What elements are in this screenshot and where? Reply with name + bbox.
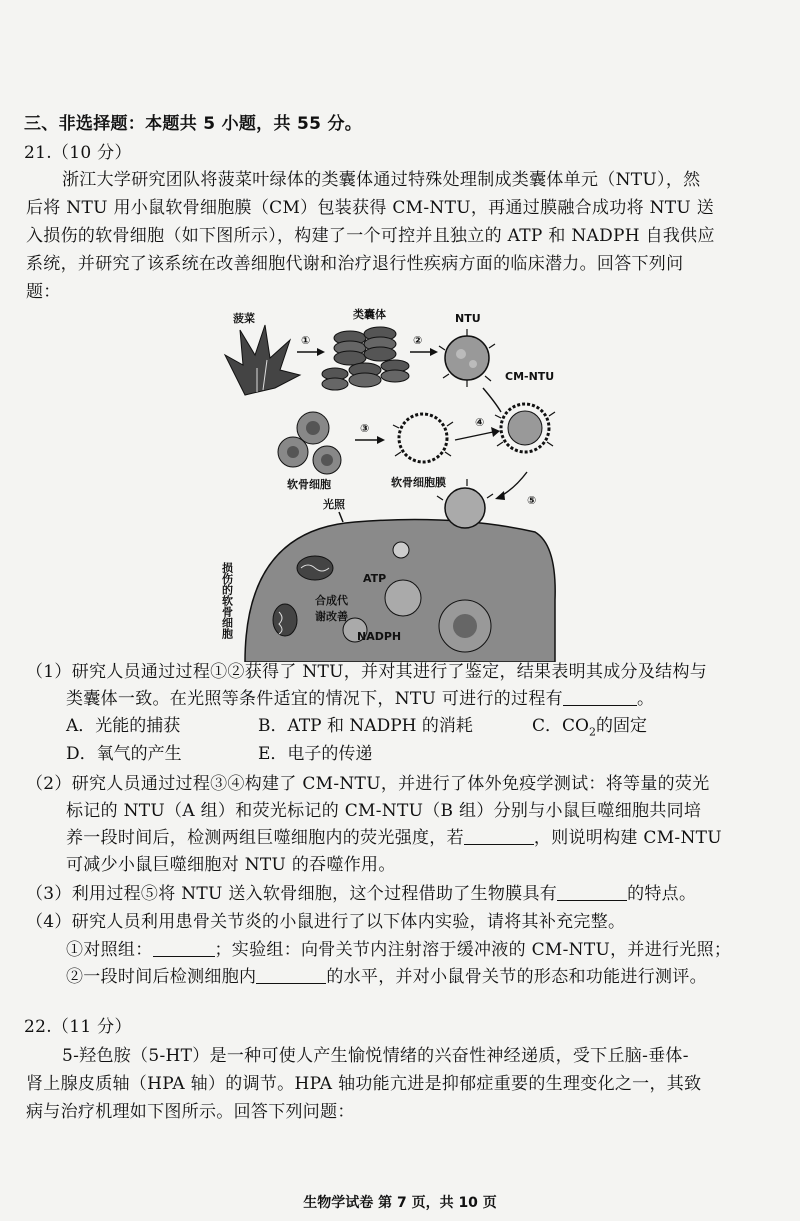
step5-label: ⑤ — [527, 494, 537, 507]
label-cm-ntu: CM-NTU — [505, 370, 555, 383]
option-e: E．电子的传递 — [258, 744, 373, 764]
label-chondrocyte: 软骨细胞 — [287, 478, 331, 491]
q21-p2-line3 — [66, 826, 722, 850]
q21-p4-text: ；实验组：向骨关节内注射溶于缓冲液的 CM-NTU，并进行光照； — [214, 940, 732, 960]
arrow-step4 — [455, 432, 493, 440]
q21-p3-line — [26, 882, 696, 906]
q21-p4-text: ②一段时间后检测细胞内 — [66, 967, 257, 987]
ntu-delivery-figure — [205, 300, 565, 662]
page-footer: 生物学试卷 第 7 页，共 10 页 — [303, 1195, 497, 1211]
cm-ntu-particle — [495, 404, 555, 452]
spinach-illustration — [225, 325, 300, 395]
q21-p2-line: （2）研究人员通过过程③④构建了 CM-NTU，并进行了体外免疫学测试：将等量的荧光 — [26, 774, 710, 794]
q21-p4-text: ①对照组： — [66, 940, 153, 960]
q21-p2-line: 可减少小鼠巨噬细胞对 NTU 的吞噬作用。 — [66, 855, 396, 875]
label-ntu: NTU — [455, 312, 481, 325]
label-damaged: 损伤的软骨细胞 — [220, 562, 234, 639]
step3-label: ③ — [360, 422, 370, 435]
q21-p2-text: 养一段时间后，检测两组巨噬细胞内的荧光强度，若 — [66, 828, 464, 848]
q21-intro-line: 题： — [26, 282, 61, 302]
label-light: 光照 — [323, 498, 345, 511]
chondrocyte-membrane — [393, 414, 453, 462]
label-nadph: NADPH — [357, 630, 402, 643]
q21-p3-text: （3）利用过程⑤将 NTU 送入软骨细胞，这个过程借助了生物膜具有 — [26, 884, 558, 904]
q21-p1-line2 — [66, 687, 654, 711]
q22-number: 22.（11 分） — [24, 1017, 132, 1037]
chondrocyte-cells — [278, 412, 341, 474]
answer-blank[interactable] — [464, 826, 534, 845]
q22-intro-line: 5-羟色胺（5-HT）是一种可使人产生愉悦情绪的兴奋性神经递质，受下丘脑-垂体- — [62, 1046, 689, 1066]
q21-p4-line2 — [66, 938, 731, 962]
label-metabolism-1: 合成代 — [315, 594, 348, 607]
answer-blank[interactable] — [563, 687, 637, 706]
q21-intro-line: 浙江大学研究团队将菠菜叶绿体的类囊体通过特殊处理制成类囊体单元（NTU），然 — [62, 170, 701, 190]
option-a: A．光能的捕获 — [66, 716, 181, 736]
label-metabolism-2: 谢改善 — [315, 610, 348, 623]
label-atp: ATP — [363, 572, 387, 585]
label-spinach: 菠菜 — [233, 312, 255, 325]
q21-p1-line: （1）研究人员通过过程①②获得了 NTU，并对其进行了鉴定，结果表明其成分及结构与 — [26, 662, 708, 682]
q21-intro-line: 入损伤的软骨细胞（如下图所示），构建了一个可控并且独立的 ATP 和 NADPH 自我供应 — [26, 226, 715, 246]
label-thylakoid: 类囊体 — [353, 308, 386, 321]
thylakoid-stacks — [322, 327, 409, 390]
option-b: B．ATP 和 NADPH 的消耗 — [258, 716, 473, 736]
q22-intro-line: 肾上腺皮质轴（HPA 轴）的调节。HPA 轴功能亢进是抑郁症重要的生理变化之一，其致 — [26, 1074, 702, 1094]
q22-intro-line: 病与治疗机理如下图所示。回答下列问题： — [26, 1102, 355, 1122]
q21-p4-line: （4）研究人员利用患骨关节炎的小鼠进行了以下体内实验，请将其补充完整。 — [26, 912, 626, 932]
answer-blank[interactable] — [256, 965, 326, 984]
label-membrane: 软骨细胞膜 — [391, 476, 446, 489]
q21-p2-line: 标记的 NTU（A 组）和荧光标记的 CM-NTU（B 组）分别与小鼠巨噬细胞共同培 — [66, 801, 702, 821]
q21-number: 21.（10 分） — [24, 143, 132, 163]
answer-blank[interactable] — [557, 882, 627, 901]
step2-label: ② — [413, 334, 423, 347]
ntu-particle — [439, 329, 495, 387]
option-d: D．氧气的产生 — [66, 744, 182, 764]
arrow-step5 — [501, 472, 527, 496]
step1-label: ① — [301, 334, 311, 347]
step4-label: ④ — [475, 416, 485, 429]
q21-p1-text: 类囊体一致。在光照等条件适宜的情况下，NTU 可进行的过程有 — [66, 689, 563, 709]
option-c: C．$CO_2$的固定 — [532, 716, 647, 739]
q21-intro-line: 后将 NTU 用小鼠软骨细胞膜（CM）包装获得 CM-NTU，再通过膜融合成功将 NTU 送 — [26, 198, 715, 218]
q21-p4-line3 — [66, 965, 707, 989]
q21-p1-text: 。 — [636, 689, 655, 709]
q21-intro-line: 系统，并研究了该系统在改善细胞代谢和治疗退行性疾病方面的临床潜力。回答下列问 — [26, 254, 684, 274]
q21-p2-text: ，则说明构建 CM-NTU — [533, 828, 722, 848]
answer-blank[interactable] — [153, 938, 215, 957]
q21-p4-text: 的水平，并对小鼠骨关节的形态和功能进行测评。 — [326, 967, 707, 987]
section-heading: 三、非选择题：本题共 5 小题，共 55 分。 — [24, 114, 363, 134]
q21-p3-text: 的特点。 — [627, 884, 697, 904]
